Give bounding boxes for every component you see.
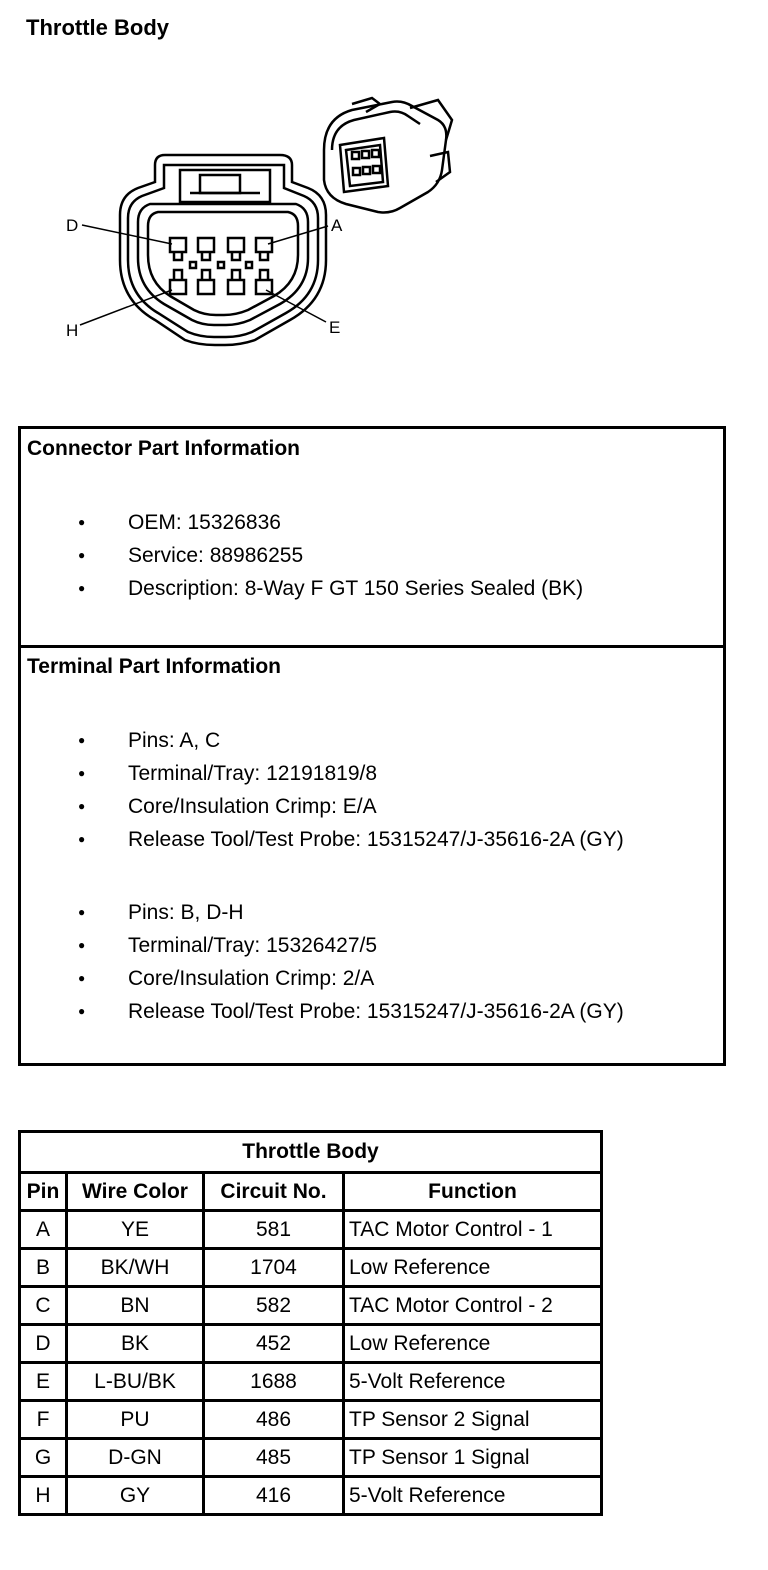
list-item: ● Release Tool/Test Probe: 15315247/J-35616-2A (GY) bbox=[78, 823, 624, 856]
pin-label-h: H bbox=[66, 321, 79, 340]
list-item: ● Core/Insulation Crimp: 2/A bbox=[78, 962, 624, 995]
circuit-no-cell: 452 bbox=[204, 1325, 344, 1363]
list-item: ● Core/Insulation Crimp: E/A bbox=[78, 790, 624, 823]
circuit-no-cell: 485 bbox=[204, 1439, 344, 1477]
wire-color-cell: PU bbox=[67, 1401, 204, 1439]
pin-cell: F bbox=[20, 1401, 67, 1439]
function-cell: TAC Motor Control - 2 bbox=[344, 1287, 602, 1325]
table-row bbox=[20, 1325, 602, 1363]
list-item: ● Service: 88986255 bbox=[78, 539, 583, 572]
pin-label-d: D bbox=[66, 216, 79, 235]
part-information-box bbox=[18, 426, 726, 1066]
pin-cell: A bbox=[20, 1211, 67, 1249]
pin-table-body bbox=[20, 1211, 602, 1515]
circuit-no-cell: 486 bbox=[204, 1401, 344, 1439]
circuit-no-cell: 582 bbox=[204, 1287, 344, 1325]
function-cell: TAC Motor Control - 1 bbox=[344, 1211, 602, 1249]
pin-cell: H bbox=[20, 1477, 67, 1515]
wire-color-cell: BK/WH bbox=[67, 1249, 204, 1287]
list-item: ● OEM: 15326836 bbox=[78, 506, 583, 539]
terminal-info-list-2 bbox=[78, 896, 624, 1028]
table-row bbox=[20, 1477, 602, 1515]
section-divider bbox=[21, 645, 723, 648]
wire-color-cell: L-BU/BK bbox=[67, 1363, 204, 1401]
function-cell: 5-Volt Reference bbox=[344, 1363, 602, 1401]
table-title: Throttle Body bbox=[20, 1132, 602, 1173]
function-cell: Low Reference bbox=[344, 1325, 602, 1363]
pin-cell: D bbox=[20, 1325, 67, 1363]
pin-cell: B bbox=[20, 1249, 67, 1287]
circuit-no-cell: 581 bbox=[204, 1211, 344, 1249]
column-header-wire-color: Wire Color bbox=[67, 1173, 204, 1211]
list-item: ● Release Tool/Test Probe: 15315247/J-35616-2A (GY) bbox=[78, 995, 624, 1028]
connector-thumbnail bbox=[324, 98, 452, 213]
column-header-circuit-no: Circuit No. bbox=[204, 1173, 344, 1211]
wire-color-cell: D-GN bbox=[67, 1439, 204, 1477]
pin-table bbox=[18, 1130, 603, 1516]
list-item: ● Description: 8-Way F GT 150 Series Sealed (BK) bbox=[78, 572, 583, 605]
circuit-no-cell: 1688 bbox=[204, 1363, 344, 1401]
wire-color-cell: BK bbox=[67, 1325, 204, 1363]
pin-label-a: A bbox=[331, 216, 343, 235]
table-row bbox=[20, 1439, 602, 1477]
function-cell: Low Reference bbox=[344, 1249, 602, 1287]
table-row bbox=[20, 1363, 602, 1401]
function-cell: TP Sensor 1 Signal bbox=[344, 1439, 602, 1477]
table-row bbox=[20, 1249, 602, 1287]
list-item: ● Pins: B, D-H bbox=[78, 896, 624, 929]
wire-color-cell: YE bbox=[67, 1211, 204, 1249]
pin-label-e: E bbox=[329, 318, 341, 337]
list-item: ● Terminal/Tray: 12191819/8 bbox=[78, 757, 624, 790]
terminal-info-list-1 bbox=[78, 724, 624, 856]
column-header-pin: Pin bbox=[20, 1173, 67, 1211]
list-item: ● Pins: A, C bbox=[78, 724, 624, 757]
circuit-no-cell: 1704 bbox=[204, 1249, 344, 1287]
table-row bbox=[20, 1401, 602, 1439]
table-row bbox=[20, 1287, 602, 1325]
circuit-no-cell: 416 bbox=[204, 1477, 344, 1515]
table-header-row bbox=[20, 1173, 602, 1211]
wire-color-cell: BN bbox=[67, 1287, 204, 1325]
connector-diagram bbox=[0, 0, 768, 400]
page-title: Throttle Body bbox=[26, 15, 169, 40]
pin-cell: E bbox=[20, 1363, 67, 1401]
connector-info-heading: Connector Part Information bbox=[27, 437, 301, 460]
column-header-function: Function bbox=[344, 1173, 602, 1211]
terminal-info-heading: Terminal Part Information bbox=[27, 655, 281, 678]
connector-info-list bbox=[78, 506, 583, 605]
function-cell: TP Sensor 2 Signal bbox=[344, 1401, 602, 1439]
list-item: ● Terminal/Tray: 15326427/5 bbox=[78, 929, 624, 962]
table-row bbox=[20, 1211, 602, 1249]
pin-cell: G bbox=[20, 1439, 67, 1477]
wire-color-cell: GY bbox=[67, 1477, 204, 1515]
pin-cell: C bbox=[20, 1287, 67, 1325]
function-cell: 5-Volt Reference bbox=[344, 1477, 602, 1515]
